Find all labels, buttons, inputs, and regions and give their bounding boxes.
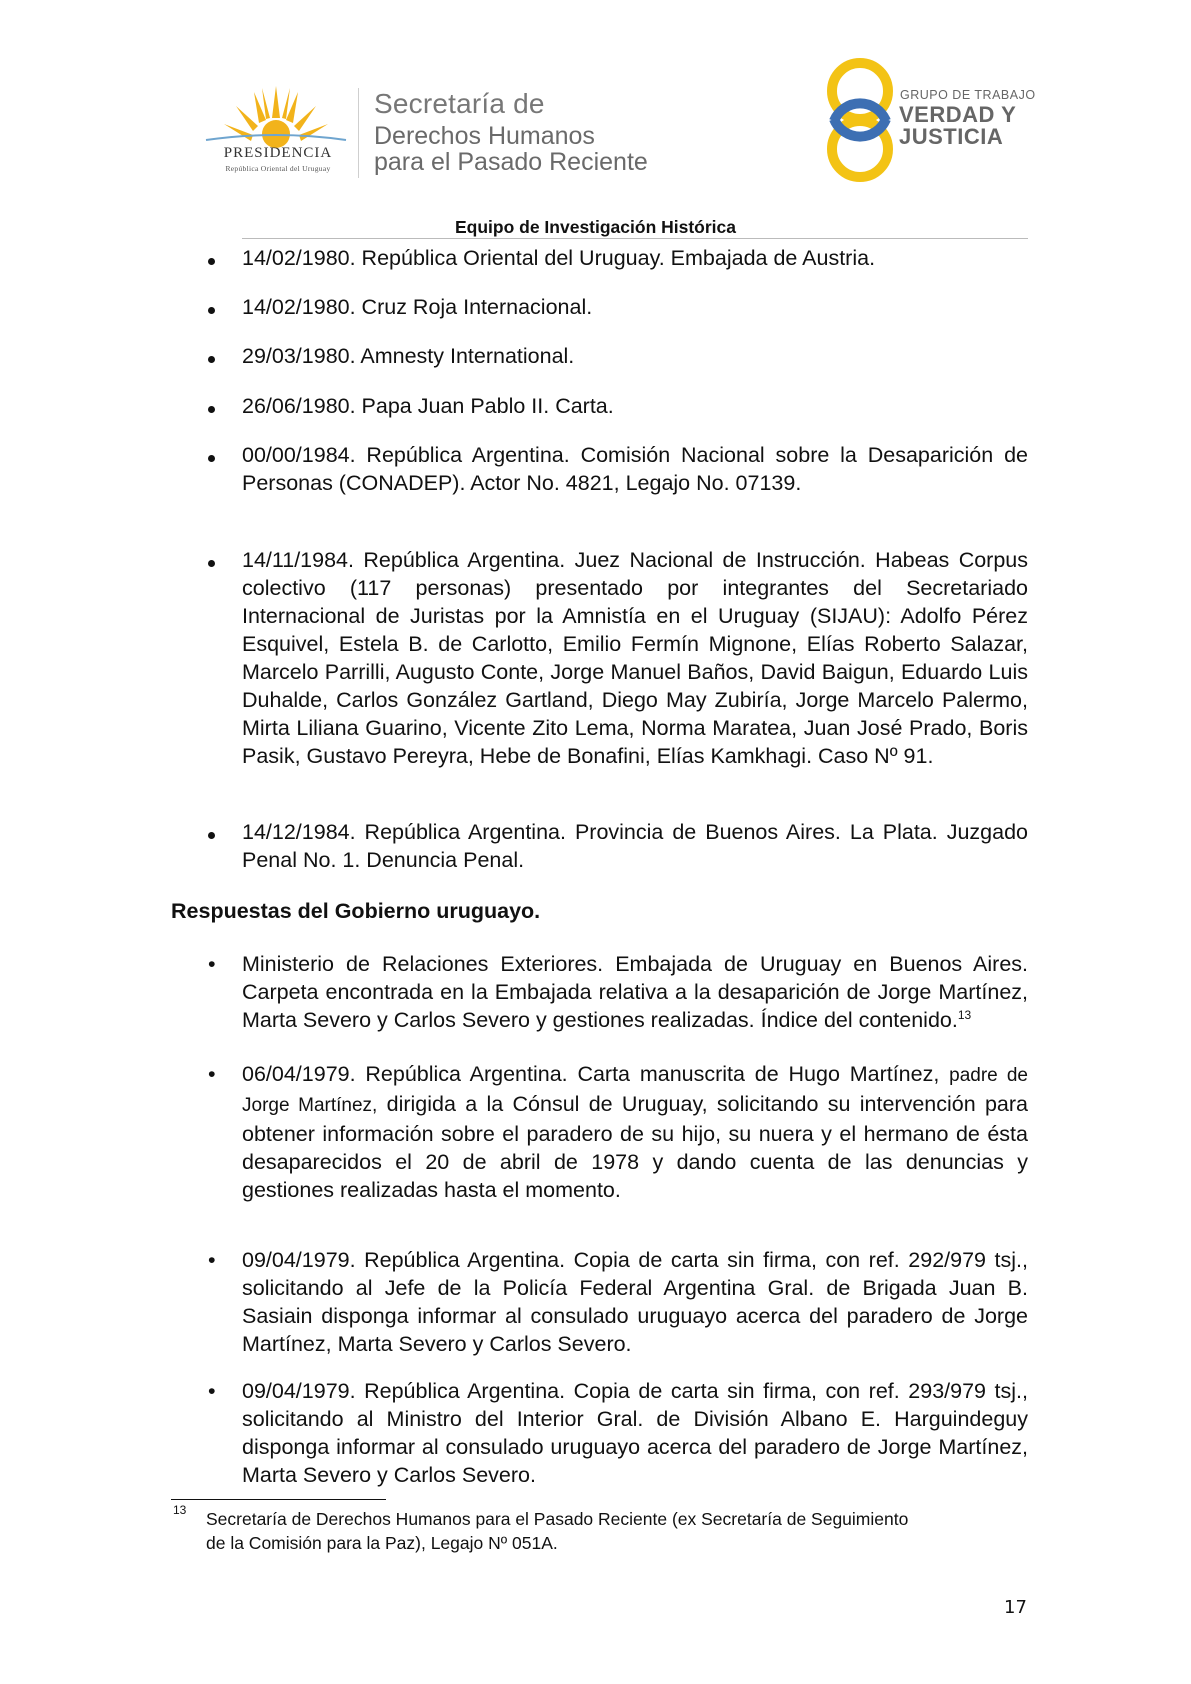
list-item bbox=[242, 950, 1028, 1034]
team-title: Equipo de Investigación Histórica bbox=[454, 217, 737, 237]
presidencia-sun-icon bbox=[196, 78, 356, 178]
bullet-dot bbox=[208, 546, 215, 574]
footnote-text-line-1: Secretaría de Derechos Humanos para el Pasado Reciente (ex Secretaría de Seguimiento bbox=[206, 1509, 909, 1529]
list-item: 26/06/1980. Papa Juan Pablo II. Carta. bbox=[242, 394, 614, 418]
footnote-ref[interactable]: 13 bbox=[957, 1007, 972, 1022]
list-item: 14/11/1984. República Argentina. Juez Nacional de Instrucción. Habeas Corpus colectivo (117 personas) presentado por integrantes del Secretariado Internacional de Juristas por la Amnistía en el Uruguay (SIJAU): Adolfo Pérez Esquivel, Estela B. de Carlotto, Emilio Fermín Mignone, Elías Roberto Salazar, Marcelo Parrilli, Augusto Conte, Jorge Manuel Baños, David Baigun, Eduardo Luis Duhalde, Carlos González Gartland, Diego May Zubiría, Jorge Marcelo Palermo, Mirta Liliana Guarino, Vicente Zito Lema, Norma Maratea, Juan José Prado, Boris Pasik, Gustavo Pereyra, Hebe de Bonafini, Elías Kamkhagi. Caso Nº 91. bbox=[242, 548, 1028, 768]
list-item-text-small: padre de Jorge Martínez, bbox=[242, 1065, 1028, 1116]
bullet-dot bbox=[208, 818, 215, 846]
header-divider bbox=[358, 88, 359, 178]
bullet-mark: • bbox=[208, 1379, 216, 1403]
list-item-text: Ministerio de Relaciones Exteriores. Embajada de Uruguay en Buenos Aires. Carpeta encontrada en la Embajada relativa a la desaparición de Jorge Martínez, Marta Severo y Carlos Severo y gestiones realizadas. Índice del contenido. bbox=[242, 952, 1028, 1032]
bullet-mark: • bbox=[208, 1248, 216, 1272]
list-item-text: 06/04/1979. República Argentina. Carta manuscrita de Hugo Martínez, bbox=[242, 1062, 940, 1086]
list-item: 09/04/1979. República Argentina. Copia de carta sin firma, con ref. 292/979 tsj., solicitando al Jefe de la Policía Federal Argentina Gral. de Brigada Juan B. Sasiain disponga informar al consulado uruguayo acerca del paradero de Jorge Martínez, Marta Severo y Carlos Severo. bbox=[242, 1248, 1028, 1356]
gtvj-line-2: VERDAD Y bbox=[899, 102, 1017, 127]
bullet-mark: • bbox=[208, 952, 216, 976]
page-number: 17 bbox=[1004, 1597, 1027, 1618]
list-item: 00/00/1984. República Argentina. Comisión Nacional sobre la Desaparición de Personas (CONADEP). Actor No. 4821, Legajo No. 07139. bbox=[242, 443, 1028, 495]
list-item: 14/02/1980. Cruz Roja Internacional. bbox=[242, 295, 593, 319]
list-item bbox=[242, 1060, 1028, 1204]
section-heading: Respuestas del Gobierno uruguayo. bbox=[171, 899, 541, 923]
footnote-text-line-2: de la Comisión para la Paz), Legajo Nº 051A. bbox=[206, 1533, 558, 1553]
bullet-dot bbox=[208, 392, 215, 420]
footnote-number: 13 bbox=[173, 1503, 187, 1517]
presidencia-subtitle: República Oriental del Uruguay bbox=[225, 164, 331, 173]
header-rule bbox=[242, 238, 1028, 239]
gtvj-line-3: JUSTICIA bbox=[899, 124, 1004, 149]
bullet-dot bbox=[208, 441, 215, 469]
secretaria-line-1: Secretaría de bbox=[374, 88, 545, 119]
verdad-justicia-rings-icon bbox=[820, 55, 900, 185]
gtvj-line-1: GRUPO DE TRABAJO bbox=[900, 88, 1036, 102]
bullet-dot bbox=[208, 342, 215, 370]
list-item: 14/02/1980. República Oriental del Uruguay. Embajada de Austria. bbox=[242, 246, 876, 270]
secretaria-line-3: para el Pasado Reciente bbox=[374, 148, 648, 176]
list-item: 29/03/1980. Amnesty International. bbox=[242, 344, 575, 368]
page-header bbox=[0, 0, 1191, 240]
bullet-dot bbox=[208, 244, 215, 272]
secretaria-line-2: Derechos Humanos bbox=[374, 122, 595, 150]
bullet-dot bbox=[208, 293, 215, 321]
footnote-rule bbox=[171, 1499, 386, 1500]
bullet-mark: • bbox=[208, 1062, 216, 1086]
presidencia-wordmark: PRESIDENCIA bbox=[223, 145, 333, 161]
list-item-text: dirigida a la Cónsul de Uruguay, solicitando su intervención para obtener información sobre el paradero de su hijo, su nuera y el hermano de ésta desaparecidos el 20 de abril de 1978 y dando cuenta de las denuncias y gestiones realizadas hasta el momento. bbox=[242, 1092, 1028, 1202]
list-item: 14/12/1984. República Argentina. Provincia de Buenos Aires. La Plata. Juzgado Penal No. 1. Denuncia Penal. bbox=[242, 820, 1028, 872]
list-item: 09/04/1979. República Argentina. Copia de carta sin firma, con ref. 293/979 tsj., solicitando al Ministro del Interior Gral. de División Albano E. Harguindeguy disponga informar al consulado uruguayo acerca del paradero de Jorge Martínez, Marta Severo y Carlos Severo. bbox=[242, 1379, 1028, 1487]
